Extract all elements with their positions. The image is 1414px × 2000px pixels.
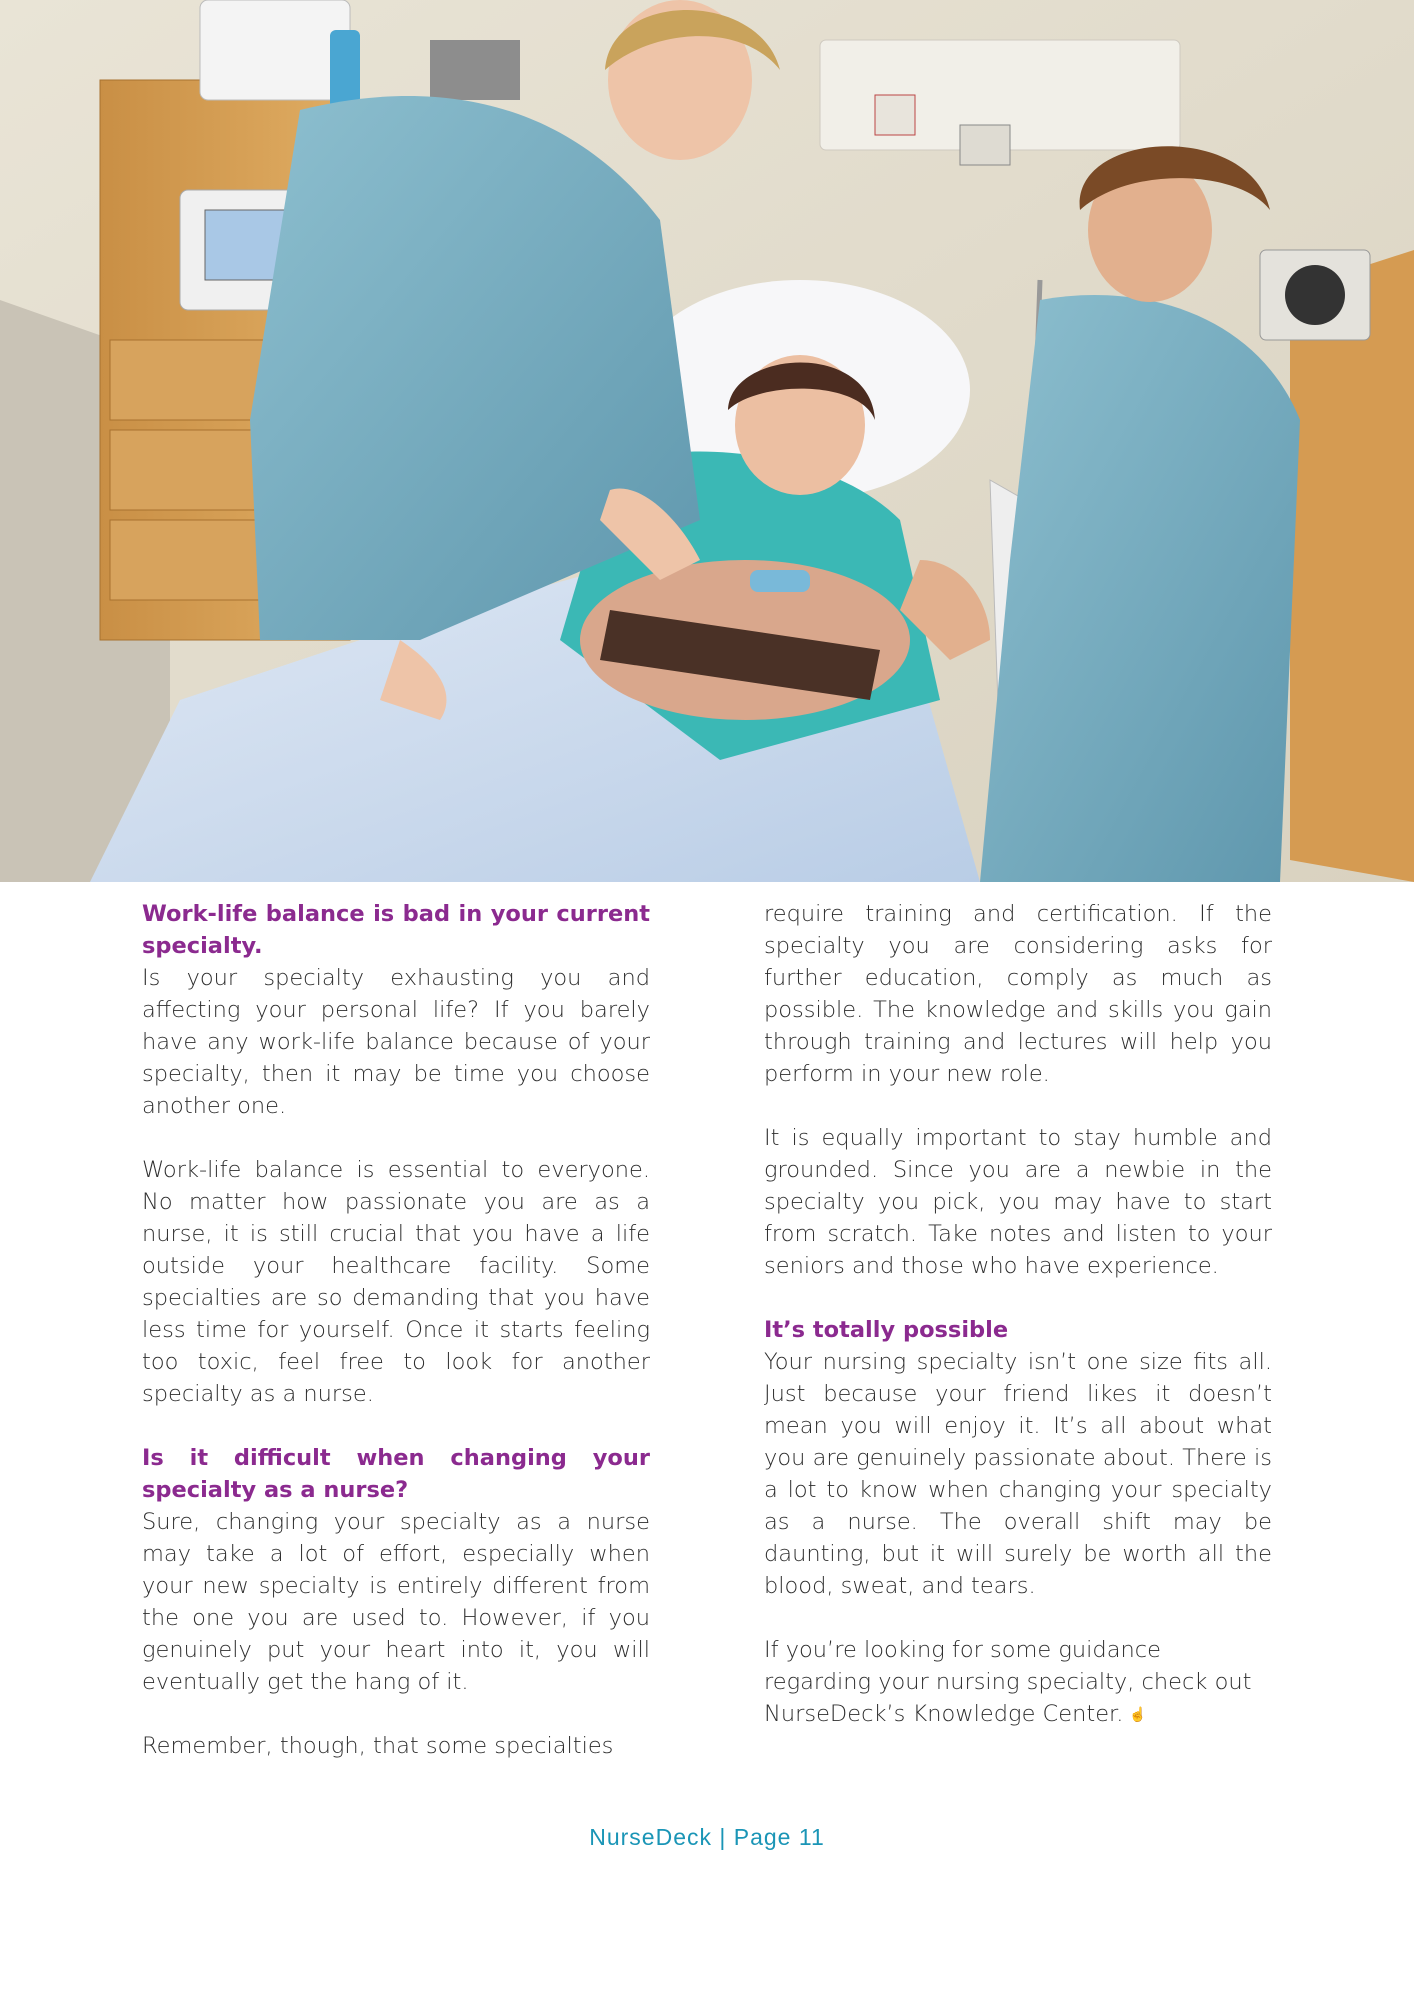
right-text-column: [764, 898, 1272, 1730]
knowledge-center-text: If you’re looking for some guidance regarding your nursing specialty, check out NurseDeck’s Knowledge Center.: [764, 1637, 1252, 1727]
page-footer: NurseDeck | Page 11: [589, 1824, 825, 1850]
paragraph: Sure, changing your specialty as a nurse may take a lot of effort, especially when your new specialty is entirely different from the one you are used to. However, if you genuinely put your heart into it, you will eventually get the hang of it.: [142, 1509, 650, 1695]
paragraph: It is equally important to stay humble and grounded. Since you are a newbie in the specialty you pick, you may have to start from scratch. Take notes and listen to your seniors and those who have experience.: [764, 1125, 1272, 1279]
paragraph-with-link: [764, 1634, 1272, 1730]
paragraph: Is your specialty exhausting you and affecting your personal life? If you barely have any work-life balance because of your specialty, then it may be time you choose another one.: [142, 965, 650, 1119]
paragraph: Work-life balance is essential to everyone. No matter how passionate you are as a nurse, it is still crucial that you have a life outside your healthcare facility. Some specialties are so demanding that you have less time for yourself. Once it starts feeling too toxic, feel free to look for another specialty as a nurse.: [142, 1157, 650, 1407]
paragraph: Your nursing specialty isn’t one size fits all. Just because your friend likes it doesn’t mean you will enjoy it. It’s all about what you are genuinely passionate about. There is a lot to know when changing your specialty as a nurse. The overall shift may be daunting, but it will surely be worth all the blood, sweat, and tears.: [764, 1349, 1272, 1599]
left-text-column: [142, 898, 650, 1762]
hospital-scene-illustration: [0, 0, 1414, 882]
section-heading-difficulty: Is it difficult when changing your specialty as a nurse?: [142, 1445, 650, 1503]
section-heading-work-life-balance: Work-life balance is bad in your current specialty.: [142, 901, 650, 959]
hand-cursor-icon: ☝: [1129, 1706, 1147, 1723]
paragraph: Remember, though, that some specialties: [142, 1733, 614, 1759]
paragraph: require training and certification. If the specialty you are considering asks for further education, comply as much as possible. The knowledge and skills you gain through training and lectures will help you perform in your new role.: [764, 901, 1272, 1087]
hero-photo: [0, 0, 1414, 882]
section-heading-totally-possible: It’s totally possible: [764, 1317, 1009, 1343]
